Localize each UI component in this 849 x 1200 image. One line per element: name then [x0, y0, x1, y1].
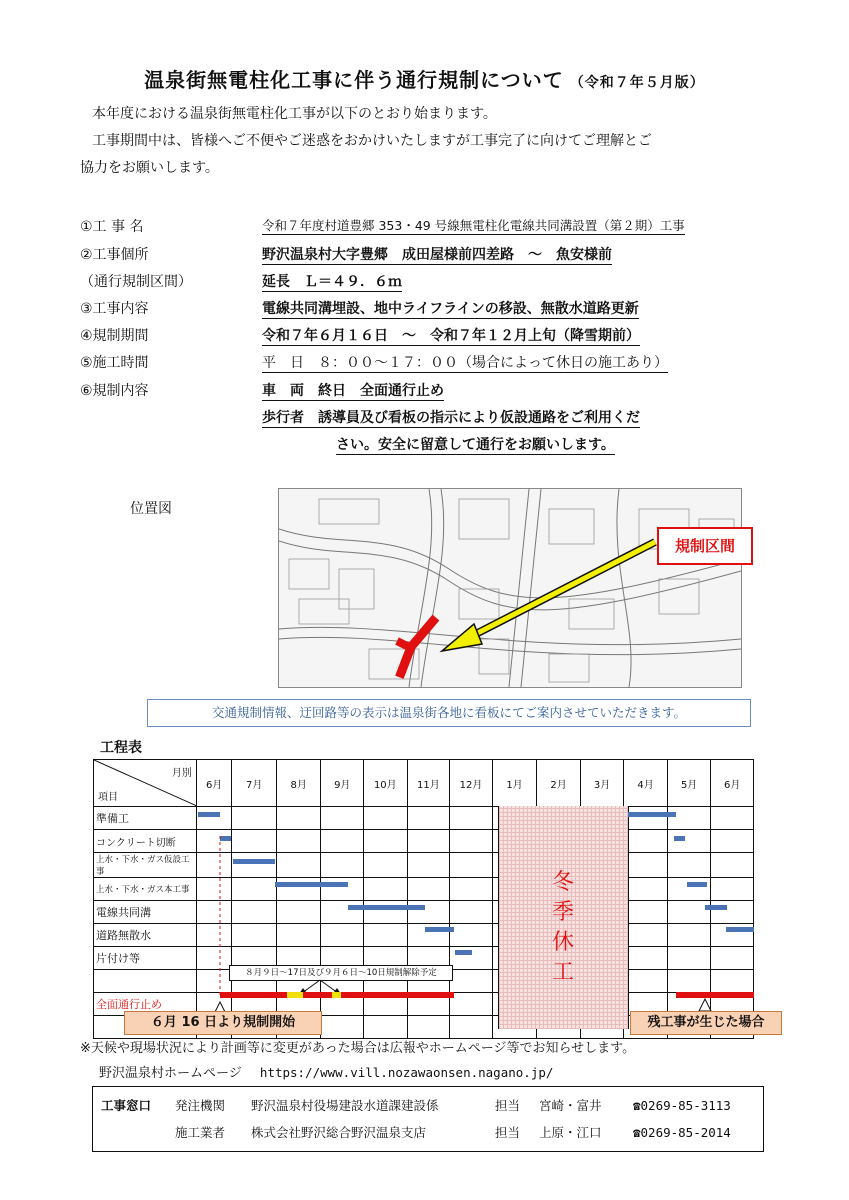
- info-value: 延長 Ｌ＝４９．６ｍ: [262, 271, 402, 292]
- info-value: 令和７年度村道豊郷 353・49 号線無電柱化電線共同溝設置（第２期）工事: [262, 218, 685, 233]
- bar-duct: [348, 905, 425, 910]
- bar-road-2: [726, 927, 754, 932]
- task-label: 片付け等: [94, 947, 197, 970]
- month-header: 5月: [667, 760, 711, 807]
- month-header: 6月: [196, 760, 232, 807]
- month-header: 6月: [711, 760, 754, 807]
- release-window-september: [332, 992, 341, 998]
- info-row-section: [80, 271, 780, 297]
- month-header: 8月: [276, 760, 321, 807]
- info-row-period: [80, 325, 780, 351]
- schedule-row: [94, 853, 754, 878]
- remaining-callout: 残工事が生じた場合: [630, 1011, 782, 1035]
- contact-box: [92, 1086, 764, 1152]
- contact-role: 発注機関: [175, 1098, 226, 1113]
- contact-tanto: 担当: [495, 1098, 521, 1113]
- info-label: ②工事個所: [80, 247, 149, 263]
- schedule-title: 工程表: [100, 740, 142, 756]
- contact-role: 施工業者: [175, 1125, 226, 1140]
- task-label: 準備工: [94, 807, 197, 830]
- homepage-line: [99, 1062, 553, 1081]
- month-header: 9月: [321, 760, 364, 807]
- schedule-row: [94, 830, 754, 853]
- bar-prep-2: [628, 812, 676, 817]
- contact-row-contractor: [93, 1122, 763, 1144]
- winter-char: 冬: [551, 870, 574, 895]
- schedule-corner-cell: [94, 760, 197, 807]
- info-label: ①工 事 名: [80, 219, 144, 235]
- closure-label: 全面通行止め: [94, 993, 197, 1016]
- info-value: 車 両 終日 全面通行止め: [262, 380, 444, 401]
- month-header: 2月: [537, 760, 581, 807]
- intro-line-3: 協力をお願いします。: [80, 160, 219, 176]
- info-label: ⑤施工時間: [80, 355, 149, 371]
- info-row-location: [80, 244, 780, 270]
- bar-cut-2: [674, 836, 685, 841]
- contact-org: 野沢温泉村役場建設水道課建設係: [251, 1098, 439, 1113]
- info-label: ③工事内容: [80, 301, 149, 317]
- winter-char: 工: [551, 960, 574, 985]
- info-value: 令和７年６月１６日 ～ 令和７年１２月上旬（降雪期前）: [262, 325, 640, 346]
- title-main: 温泉街無電柱化工事に伴う通行規制について: [144, 68, 564, 92]
- schedule-row: [94, 807, 754, 830]
- info-row-restriction: [80, 380, 780, 406]
- schedule-row: [94, 901, 754, 924]
- map-arrow: [430, 520, 670, 660]
- contact-tel[interactable]: ☎0269-85-2014: [633, 1125, 731, 1140]
- task-label: 上水・下水・ガス本工事: [94, 878, 197, 901]
- month-header: 3月: [580, 760, 624, 807]
- info-label: ④規制期間: [80, 328, 149, 344]
- intro-line-1: 本年度における温泉街無電柱化工事が以下のとおり始まります。: [92, 106, 497, 122]
- info-value: 野沢温泉村大字豊郷 成田屋様前四差路 ～ 魚安様前: [262, 244, 612, 265]
- info-value: 電線共同溝埋設、地中ライフラインの移設、無散水道路更新: [262, 298, 639, 319]
- contact-tel[interactable]: ☎0269-85-3113: [633, 1098, 731, 1113]
- info-label: ⑥規制内容: [80, 383, 149, 399]
- bar-prep: [198, 812, 220, 817]
- bar-main-utility: [275, 882, 348, 887]
- page-title: [0, 64, 849, 93]
- winter-label: [548, 868, 578, 988]
- winter-char: 季: [551, 900, 574, 925]
- start-callout: ６月 16 日より規制開始: [124, 1011, 322, 1035]
- month-header: 11月: [407, 760, 450, 807]
- contact-row-client: [93, 1095, 763, 1117]
- month-header: 4月: [624, 760, 668, 807]
- task-label: 電線共同溝: [94, 901, 197, 924]
- map-label: 位置図: [130, 501, 172, 517]
- task-label: コンクリート切断: [94, 830, 197, 853]
- task-label: 上水・下水・ガス仮設工事: [94, 853, 197, 878]
- contact-person: 宮崎・富井: [539, 1098, 602, 1113]
- homepage-link[interactable]: https://www.vill.nozawaonsen.nagano.jp/: [259, 1065, 554, 1080]
- info-label: （通行規制区間）: [80, 274, 192, 290]
- contact-person: 上原・江口: [539, 1125, 602, 1140]
- bar-cleanup: [455, 950, 472, 955]
- task-label: 道路無散水: [94, 924, 197, 947]
- contact-window-label: 工事窓口: [101, 1098, 152, 1113]
- bar-road: [425, 927, 454, 932]
- winter-char: 休: [551, 930, 574, 955]
- info-value: 歩行者 誘導員及び看板の指示により仮設通路をご利用くだ: [262, 407, 640, 428]
- bar-main-utility-2: [687, 882, 707, 887]
- homepage-label: 野沢温泉村ホームページ: [99, 1066, 242, 1081]
- header-bottom-label: 項目: [98, 792, 118, 803]
- contact-org: 株式会社野沢総合野沢温泉支店: [251, 1125, 427, 1140]
- bar-temp-utility: [233, 859, 275, 864]
- month-header: 10月: [364, 760, 408, 807]
- bar-duct-2: [705, 905, 727, 910]
- info-row-name: [80, 216, 780, 242]
- month-header: 7月: [232, 760, 277, 807]
- release-note: ８月９日～17日及び９月６日～10日規制解除予定: [229, 965, 453, 981]
- start-dashed-line: [213, 836, 229, 1016]
- intro-line-2: 工事期間中は、皆様へご不便やご迷惑をおかけいたしますが工事完了に向けてご理解とご: [92, 133, 652, 149]
- schedule-header-row: [94, 760, 754, 807]
- closure-bar-2: [676, 992, 754, 998]
- month-header: 12月: [450, 760, 493, 807]
- title-edition: （令和７年５月版）: [569, 75, 705, 91]
- remaining-pointer: [698, 998, 714, 1012]
- release-window-august: [287, 992, 303, 998]
- footnote: ※天候や現場状況により計画等に変更があった場合は広報やホームページ等でお知らせします。: [80, 1041, 636, 1056]
- info-row-hours: [80, 352, 780, 378]
- info-value: 平 日 ８：００～１７：００（場合によって休日の施工あり）: [262, 352, 668, 373]
- info-row-pedestrian: [80, 407, 780, 433]
- month-header: 1月: [492, 760, 537, 807]
- map-callout: 規制区間: [657, 527, 753, 565]
- schedule-row: [94, 878, 754, 901]
- info-row-content: [80, 298, 780, 324]
- contact-tanto: 担当: [495, 1125, 521, 1140]
- notice-banner: 交通規制情報、迂回路等の表示は温泉街各地に看板にてご案内させていただきます。: [147, 699, 751, 727]
- info-row-pedestrian-2: [80, 434, 780, 460]
- header-top-label: 月別: [171, 768, 192, 779]
- schedule-row: [94, 924, 754, 947]
- info-value: さい。安全に留意して通行をお願いします。: [336, 434, 615, 455]
